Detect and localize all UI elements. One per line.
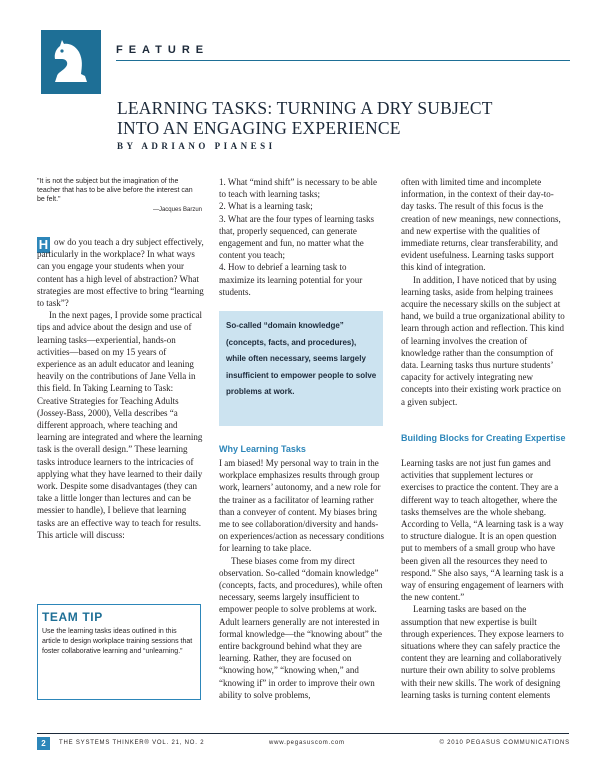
body-paragraph: In addition, I have noticed that by using learning tasks, aside from helping trainees acquire the necessary skills on the subject at hand, we build a true organizational ability to learn through action and reflection. This kind of learning involves the creation of knowledge rather than the consumption of data. Learning tasks thus nurture students’ capacity for actively integrating new concepts into their existing work practice on a given subject. (401, 274, 565, 407)
column-2-list (219, 176, 384, 298)
body-paragraph: Learning tasks are not just fun games and activities that supplement lectures or exercises to practice the content. They are a different way to teach altogether, where the tasks themselves are the whole shebang. According to Vella, “A learning task is a way to structure dialogue. It is an open question put to members of a small group who have been given all the resources they need to respond.” She also says, “A learning task is a way of ensuring engagement of learners with the new content.” (401, 458, 564, 603)
intro-paragraph: ow do you teach a dry subject effectively, particularly in the workplace? In what ways can you engage your students when your content has a high level of abstraction? What strategies are most effective to bring “learning to task”? (37, 237, 204, 309)
footer-url[interactable]: www.pegasuscom.com (269, 740, 345, 746)
body-paragraph: I am biased! My personal way to train in the workplace emphasizes results through group work, learners’ autonomy, and a new role for the trainer as a facilitator of learning rather than a conveyer of content. My biases bring me to see collaboration/diversity and hands-on experiences/action as necessary conditions for learning to take place. (219, 458, 384, 554)
article-title (117, 98, 577, 138)
list-item: 3. What are the four types of learning tasks that, properly sequenced, can generate engagement and fun, no matter what the content you teach; (219, 213, 375, 261)
team-tip-title: TEAM TIP (42, 610, 103, 624)
body-paragraph: In the next pages, I provide some practical tips and advice about the design and use of learning tasks—experiential, hands-on activities—based on my 15 years of experience as an adult educator and leaning heavily on the contributions of Jane Vella in this field. In Taking Learning to Task: Creative Strategies for Teaching Adults (Jossey-Bass, 2000), Vella describes “a different approach, where teaching and learning are integrated and where the learning task is the overall design.” These learning tasks introduce learners to the intricacies of applying what they have learned to their daily work. Despite some disadvantages (they can take a little longer than lectures and can be messier to handle), I believe that learning tasks are an effective way to teach for results. This article will discuss: (37, 310, 203, 540)
section-heading-building-blocks: Building Blocks for Creating Expertise (401, 433, 566, 443)
footer-publication: THE SYSTEMS THINKER® VOL. 21, NO. 2 (59, 740, 205, 746)
footer-copyright: © 2010 PEGASUS COMMUNICATIONS (439, 740, 570, 746)
column-2-body (219, 457, 384, 701)
body-paragraph: often with limited time and incomplete information, in the context of their day-to-day tasks. The result of this focus is the creation of new meanings, new connections, and new expertise with the qualities of immediate returns, clear transferability, and evident usefulness. Learning tasks support this kind of integration. (401, 177, 561, 273)
column-1 (37, 236, 205, 541)
epigraph-author: —Jacques Barzun (152, 207, 202, 213)
byline: BY ADRIANO PIANESI (117, 141, 276, 151)
section-heading-why: Why Learning Tasks (219, 444, 306, 454)
title-line-2: INTO AN ENGAGING EXPERIENCE (117, 118, 401, 138)
page-number: 2 (37, 737, 50, 750)
body-paragraph: These biases come from my direct observation. So-called “domain knowledge” (concepts, facts, and procedures), while often necessary, seems largely insufficient to empower people to solve problems at work. Adult learners generally are not interested in formal knowledge—the “knowing about” the entire background behind what they are learning. Rather, they are focused on “knowing how,” “knowing when,” and “knowing if” in order to improve their own ability to solve problems, (219, 555, 383, 700)
header-divider (116, 60, 570, 61)
list-item: 1. What “mind shift” is necessary to be able to teach with learning tasks; (219, 177, 378, 200)
logo (41, 30, 101, 94)
column-3-body (401, 457, 566, 701)
list-item: 2. What is a learning task; (219, 201, 313, 212)
title-line-1: LEARNING TASKS: TURNING A DRY SUBJECT (117, 98, 493, 118)
drop-cap: H (38, 237, 49, 252)
knight-icon (41, 30, 101, 94)
epigraph-quote: "It is not the subject but the imagination of the teacher that has to be alive before the interest can be felt." (37, 178, 193, 203)
footer-divider (37, 733, 569, 734)
team-tip-text: Use the learning tasks ideas outlined in this article to design workplace training sessions that foster collaborative learning and “unlearning.” (42, 628, 193, 655)
section-label: FEATURE (116, 44, 210, 56)
pullquote-text: So-called “domain knowledge” (concepts, facts, and procedures), while often necessary, seems largely insufficient to empower people to solve problems at work. (226, 321, 377, 396)
body-paragraph: Learning tasks are based on the assumption that new expertise is built through experiences. They expose learners to situations where they can safely practice the content they are learning and collaboratively nurture their own ability to solve problems with their new skills. The work of designing learning tasks is turning content elements (401, 604, 564, 700)
column-3-top (401, 176, 566, 408)
list-item: 4. How to debrief a learning task to maximize its learning potential for your students. (219, 262, 363, 297)
